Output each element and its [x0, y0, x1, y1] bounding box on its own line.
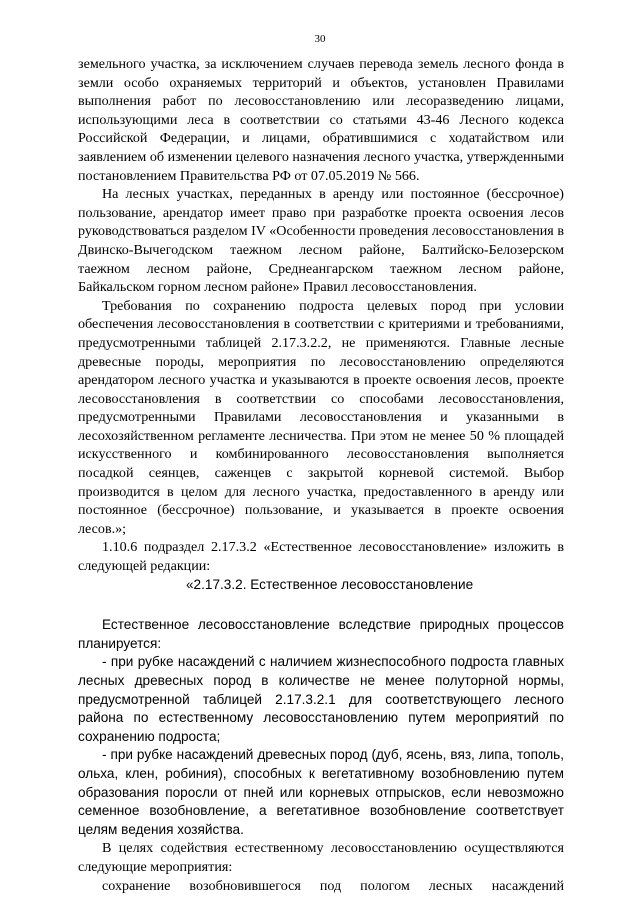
list-item-vegetative-felling: - при рубке насаждений древесных пород (дуб, ясень, вяз, липа, тополь, ольха, клен, робиния), способных к вегетативному возобновлению путем образования поросли от пней или корневых отпрысков, если невозможно семенное возобновление, а вегетативное возобновление соответствует целям ведения хозяйства. — [78, 747, 564, 837]
paragraph-assistance-measures: В целях содействия естественному лесовосстановлению осуществляются следующие мероприятия: — [78, 840, 564, 875]
paragraph-land-plot-exceptions: земельного участка, за исключением случаев перевода земель лесного фонда в земли особо охраняемых территорий и объектов, установлен Правилами выполнения работ по лесовосстановлению или лесоразведению лицами, использующими леса в соответствии со статьями 43-46 Лесного кодекса Российской Федерации, и лицами, обратившимися с ходатайством или заявлением об изменении целевого назначения лесного участка, утвержденными постановлением Правительства РФ от 07.05.2019 № 566. — [78, 56, 564, 184]
paragraph-preservation: сохранение возобновившегося под пологом лесных насаждений — [102, 877, 564, 894]
paragraph-amendment-1-10-6: 1.10.6 подраздел 2.17.3.2 «Естественное лесовосстановление» изложить в следующей редакции: — [78, 539, 564, 575]
page-number: 30 — [314, 33, 326, 45]
paragraph-lease-rights: На лесных участках, переданных в аренду или постоянное (бессрочное) пользование, арендатор имеет право при разработке проекта освоения лесов руководствоваться разделом IV «Особенности проведения лесовосстановления в Двинско-Вычегодском таежном лесном районе, Балтийско-Белозерском таежном лесном районе, Среднеангарском таежном лесном районе, Байкальском горном лесном районе» Правил лесовосстановления. — [78, 186, 564, 296]
section-heading: «2.17.3.2. Естественное лесовосстановление — [186, 576, 474, 592]
list-item-undergrowth-felling: - при рубке насаждений с наличием жизнеспособного подроста главных лесных древесных пород в количестве не менее полуторной нормы, предусмотренной таблицей 2.17.3.2.1 для соответствующего лесного района по естественному лесовосстановлению путем мероприятий по сохранению подроста; — [78, 654, 564, 744]
document-body — [78, 55, 564, 895]
paragraph-natural-regeneration-intro: Естественное лесовосстановление вследствие природных процессов планируется: — [78, 617, 564, 651]
spacer — [78, 594, 564, 616]
paragraph-undergrowth-requirements: Требования по сохранению подроста целевых пород при условии обеспечения лесовосстановления в соответствии с критериями и требованиями, предусмотренными таблицей 2.17.3.2.2, не применяются. Главные лесные древесные породы, мероприятия по лесовосстановлению определяются арендатором лесного участка и указываются в проекте освоения лесов, проекте лесовосстановления в соответствии со способами лесовосстановления, предусмотренными Правилами лесовосстановления и указанными в лесохозяйственном регламенте лесничества. При этом не менее 50 % площадей искусственного и комбинированного лесовосстановления выполняется посадкой сеянцев, саженцев с закрытой корневой системой. Выбор производится в целом для лесного участка, предоставленного в аренду или постоянное (бессрочное) пользование, и указывается в проекте освоения лесов.»; — [78, 297, 564, 537]
